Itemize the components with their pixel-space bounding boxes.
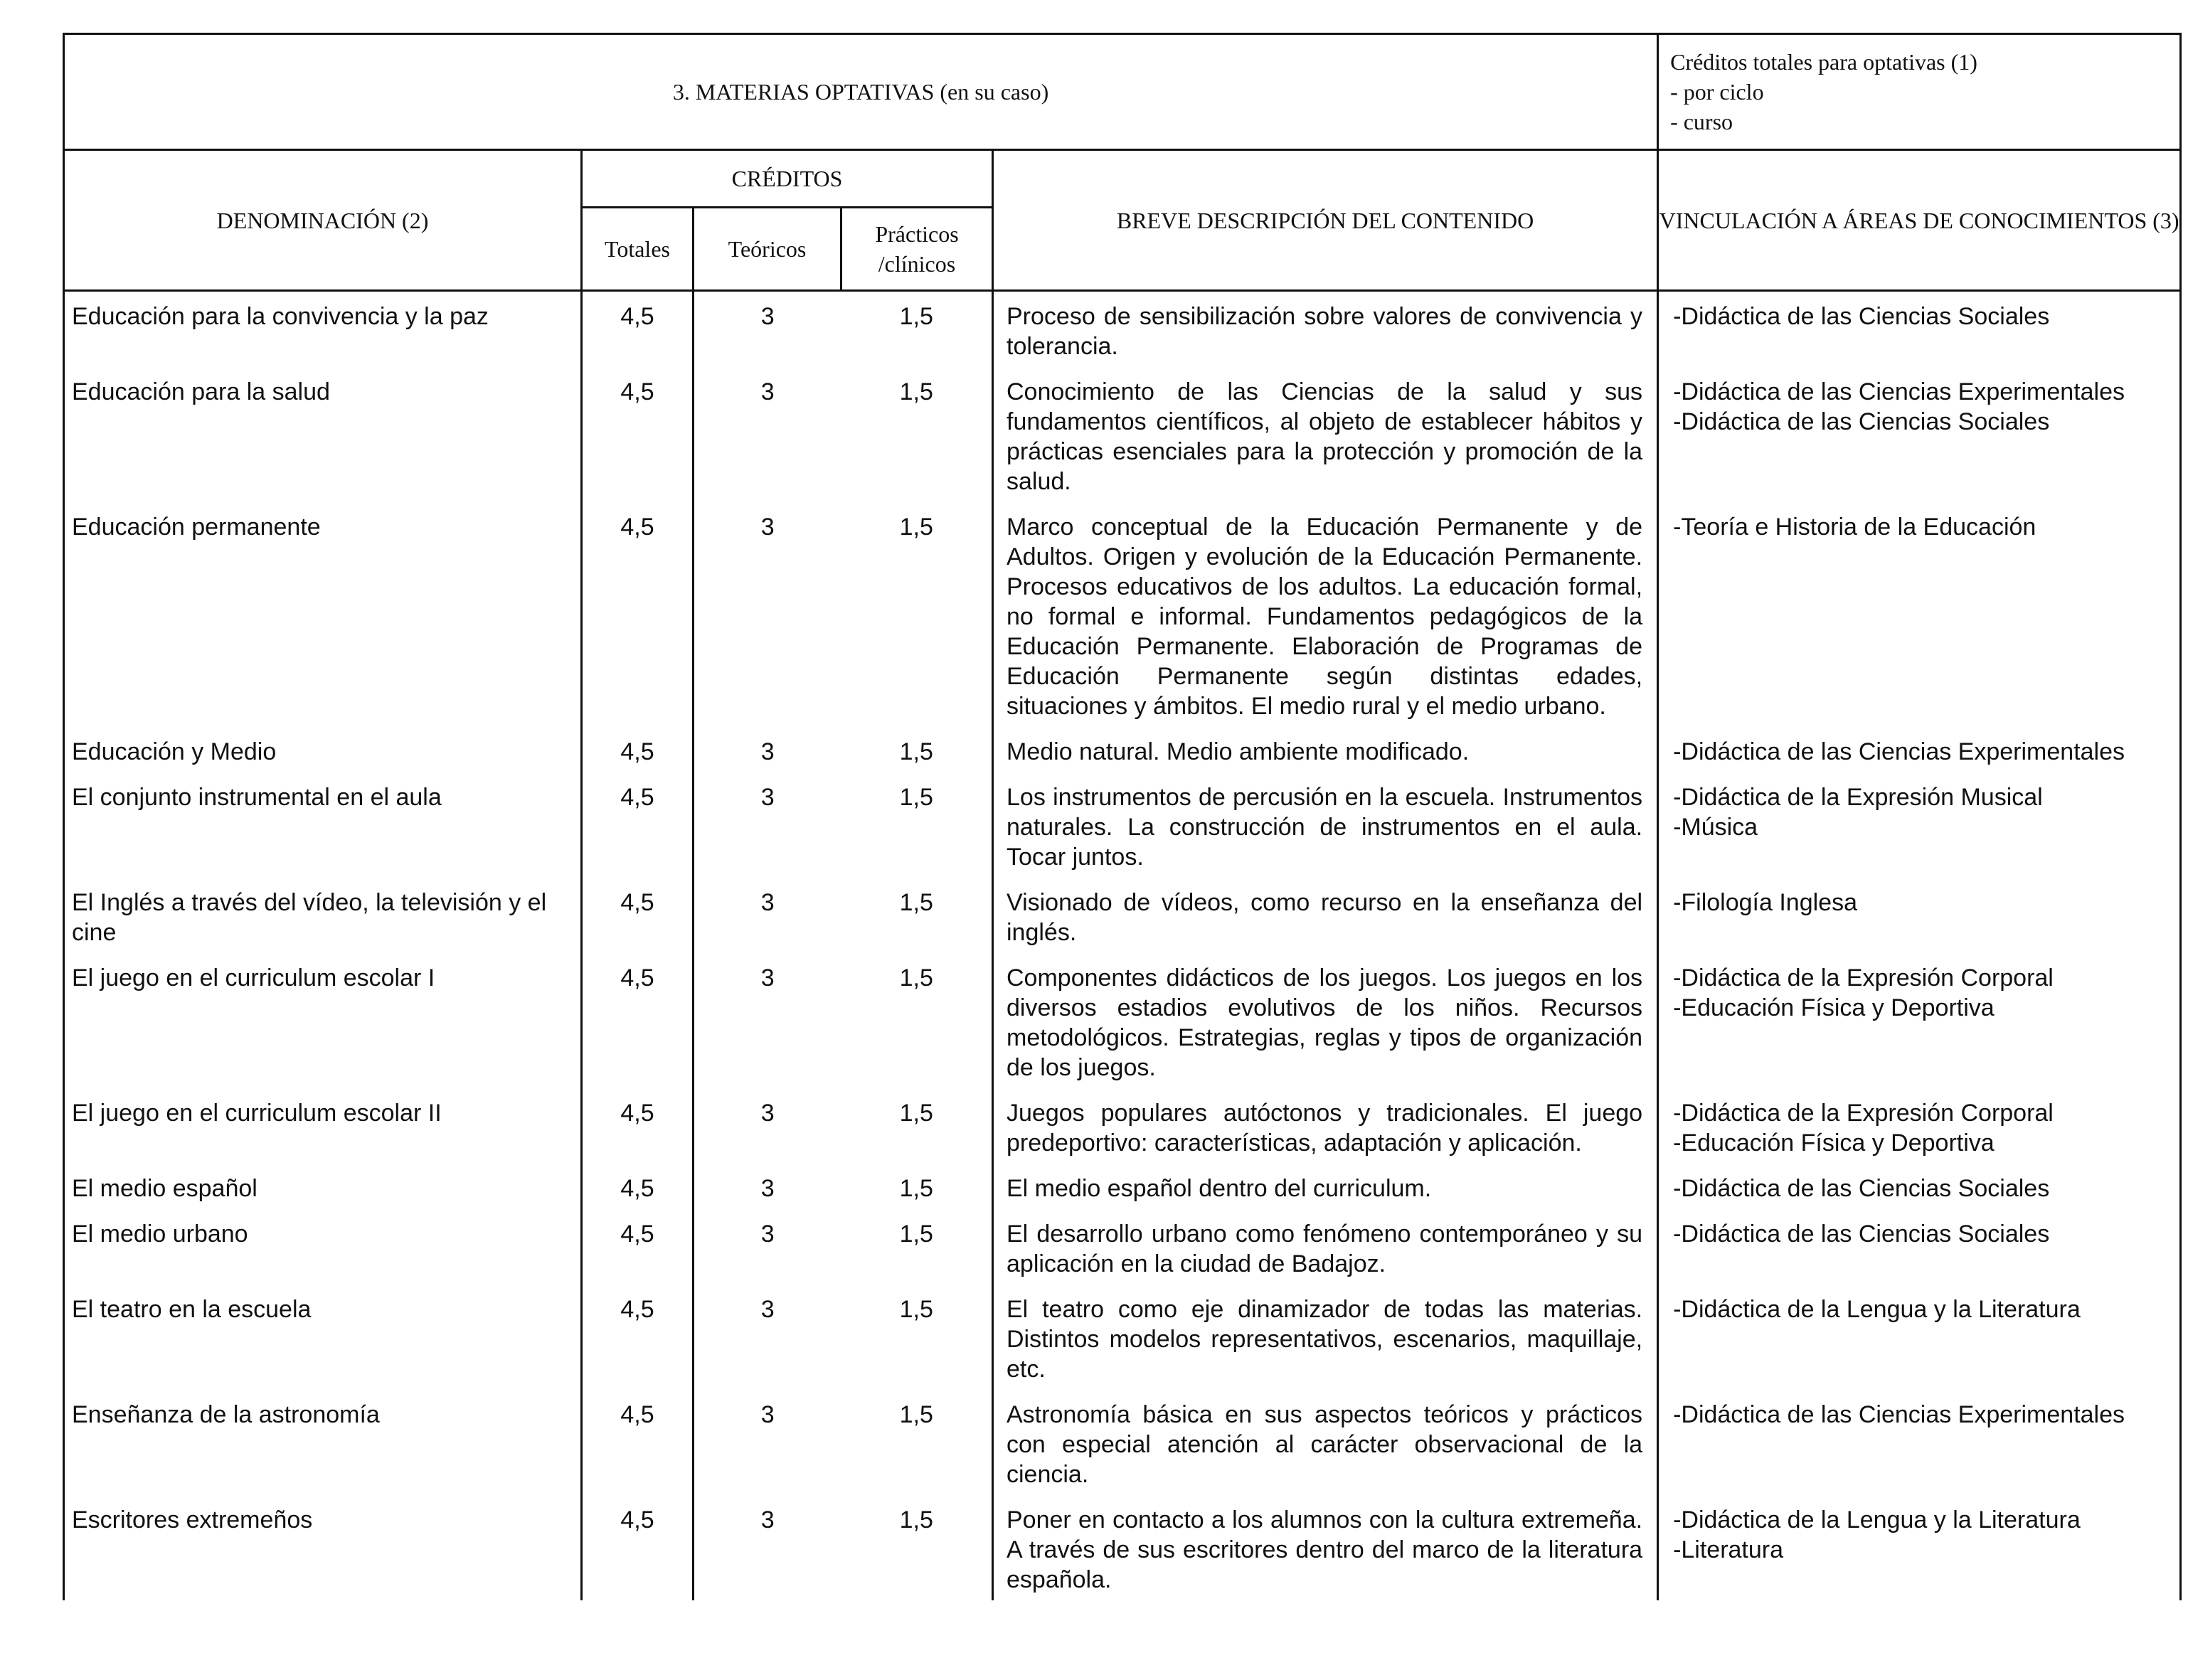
col-vinculacion: VINCULACIÓN A ÁREAS DE CONOCIMIENTOS (3)	[1658, 150, 2181, 291]
subjects-body	[64, 291, 2181, 1601]
credits-totales: 4,5	[582, 878, 694, 953]
credits-totales: 4,5	[582, 1390, 694, 1495]
content-description: El desarrollo urbano como fenómeno contemporáneo y su aplicación en la ciudad de Badajoz.	[993, 1209, 1658, 1285]
knowledge-area: -Didáctica de las Ciencias Experimentales	[1673, 738, 2125, 765]
table-row	[64, 727, 2181, 772]
subject-name: El medio urbano	[64, 1209, 582, 1285]
table-row	[64, 1209, 2181, 1285]
subject-name: El Inglés a través del vídeo, la televisión y el cine	[64, 878, 582, 953]
subject-name: Educación y Medio	[64, 727, 582, 772]
subject-name: Enseñanza de la astronomía	[64, 1390, 582, 1495]
content-description: Medio natural. Medio ambiente modificado.	[993, 727, 1658, 772]
credits-teoricos: 3	[760, 964, 775, 991]
table-row	[64, 1495, 2181, 1600]
credits-teoricos: 3	[760, 1296, 775, 1323]
knowledge-area: -Educación Física y Deportiva	[1673, 1129, 1995, 1157]
knowledge-area: -Didáctica de la Expresión Musical	[1673, 784, 2043, 811]
credits-practicos: 1,5	[841, 1495, 993, 1600]
credits-info-line: - por ciclo	[1670, 79, 1764, 105]
knowledge-areas	[1658, 367, 2181, 502]
subject-name: El juego en el curriculum escolar I	[64, 953, 582, 1088]
credits-practicos: 1,5	[841, 772, 993, 878]
credits-practicos: 1,5	[841, 1390, 993, 1495]
credits-teoricos: 3	[760, 514, 775, 541]
table-row	[64, 367, 2181, 502]
knowledge-area: -Didáctica de la Lengua y la Literatura	[1673, 1296, 2081, 1323]
credits-teoricos: 3	[760, 1221, 775, 1248]
knowledge-areas	[1658, 1495, 2181, 1600]
knowledge-area: -Didáctica de las Ciencias Sociales	[1673, 408, 2050, 435]
content-description: El medio español dentro del curriculum.	[993, 1164, 1658, 1209]
subject-name: El medio español	[64, 1164, 582, 1209]
knowledge-areas	[1658, 291, 2181, 368]
subject-name: El teatro en la escuela	[64, 1285, 582, 1390]
credits-totales: 4,5	[582, 1495, 694, 1600]
knowledge-area: -Literatura	[1673, 1536, 1784, 1563]
table-row	[64, 1390, 2181, 1495]
credits-practicos: 1,5	[841, 1088, 993, 1164]
credits-info-line: - curso	[1670, 109, 1733, 134]
knowledge-area: -Didáctica de las Ciencias Experimentales	[1673, 1401, 2125, 1428]
table-row	[64, 1285, 2181, 1390]
table-row	[64, 1088, 2181, 1164]
knowledge-areas	[1658, 1285, 2181, 1390]
knowledge-areas	[1658, 878, 2181, 953]
knowledge-area: -Didáctica de las Ciencias Experimentales	[1673, 378, 2125, 405]
credits-info	[1658, 34, 2181, 150]
knowledge-area: -Didáctica de las Ciencias Sociales	[1673, 1221, 2050, 1248]
knowledge-areas	[1658, 502, 2181, 727]
credits-totales: 4,5	[582, 1285, 694, 1390]
credits-teoricos: 3	[760, 889, 775, 916]
knowledge-area: -Didáctica de las Ciencias Sociales	[1673, 1175, 2050, 1202]
section-header-row	[64, 34, 2181, 150]
section-title: 3. MATERIAS OPTATIVAS (en su caso)	[64, 34, 1658, 150]
content-description: Proceso de sensibilización sobre valores de convivencia y tolerancia.	[993, 291, 1658, 368]
knowledge-area: -Teoría e Historia de la Educación	[1673, 514, 2036, 541]
knowledge-areas	[1658, 772, 2181, 878]
optativas-sheet	[63, 33, 2179, 1600]
column-header-row	[64, 150, 2181, 208]
content-description: Componentes didácticos de los juegos. Los juegos en los diversos estadios evolutivos de los niños. Recursos metodológicos. Estrategias, reglas y tipos de organización de los juegos.	[993, 953, 1658, 1088]
col-creditos: CRÉDITOS	[582, 150, 993, 208]
table-row	[64, 953, 2181, 1088]
credits-teoricos: 3	[760, 784, 775, 811]
col-denominacion: DENOMINACIÓN (2)	[64, 150, 582, 291]
col-descripcion: BREVE DESCRIPCIÓN DEL CONTENIDO	[993, 150, 1658, 291]
table-row	[64, 1164, 2181, 1209]
col-practicos: Prácticos /clínicos	[841, 208, 993, 291]
col-teoricos: Teóricos	[694, 208, 841, 291]
credits-teoricos: 3	[760, 738, 775, 765]
knowledge-area: -Didáctica de las Ciencias Sociales	[1673, 303, 2050, 330]
credits-practicos: 1,5	[841, 953, 993, 1088]
credits-practicos: 1,5	[841, 502, 993, 727]
knowledge-areas	[1658, 1164, 2181, 1209]
credits-totales: 4,5	[582, 772, 694, 878]
knowledge-areas	[1658, 1390, 2181, 1495]
content-description: Marco conceptual de la Educación Permanente y de Adultos. Origen y evolución de la Educación Permanente. Procesos educativos de los adultos. La educación formal, no formal e informal. Fundamentos pedagógicos de la Educación Permanente. Elaboración de Programas de Educación Permanente según distintas edades, situaciones y ámbitos. El medio rural y el medio urbano.	[993, 502, 1658, 727]
content-description: Conocimiento de las Ciencias de la salud y sus fundamentos científicos, al objeto de establecer hábitos y prácticas esenciales para la protección y promoción de la salud.	[993, 367, 1658, 502]
credits-practicos: 1,5	[841, 1164, 993, 1209]
credits-totales: 4,5	[582, 1209, 694, 1285]
credits-totales: 4,5	[582, 953, 694, 1088]
credits-teoricos: 3	[760, 303, 775, 330]
credits-practicos: 1,5	[841, 1209, 993, 1285]
content-description: El teatro como eje dinamizador de todas las materias. Distintos modelos representativos, escenarios, maquillaje, etc.	[993, 1285, 1658, 1390]
credits-totales: 4,5	[582, 502, 694, 727]
knowledge-area: -Educación Física y Deportiva	[1673, 994, 1995, 1021]
content-description: Los instrumentos de percusión en la escuela. Instrumentos naturales. La construcción de instrumentos en el aula. Tocar juntos.	[993, 772, 1658, 878]
knowledge-area: -Didáctica de la Expresión Corporal	[1673, 964, 2054, 991]
knowledge-areas	[1658, 727, 2181, 772]
subject-name: El conjunto instrumental en el aula	[64, 772, 582, 878]
subject-name: El juego en el curriculum escolar II	[64, 1088, 582, 1164]
credits-info-line: Créditos totales para optativas (1)	[1670, 49, 1977, 75]
knowledge-area: -Didáctica de la Lengua y la Literatura	[1673, 1506, 2081, 1533]
credits-practicos: 1,5	[841, 367, 993, 502]
credits-totales: 4,5	[582, 727, 694, 772]
content-description: Visionado de vídeos, como recurso en la enseñanza del inglés.	[993, 878, 1658, 953]
credits-practicos: 1,5	[841, 878, 993, 953]
table-row	[64, 502, 2181, 727]
table-row	[64, 772, 2181, 878]
credits-practicos: 1,5	[841, 1285, 993, 1390]
knowledge-area: -Filología Inglesa	[1673, 889, 1857, 916]
credits-totales: 4,5	[582, 1164, 694, 1209]
credits-teoricos: 3	[760, 1100, 775, 1127]
credits-teoricos: 3	[760, 1401, 775, 1428]
knowledge-areas	[1658, 1209, 2181, 1285]
credits-teoricos: 3	[760, 1506, 775, 1533]
content-description: Poner en contacto a los alumnos con la cultura extremeña. A través de sus escritores dentro del marco de la literatura española.	[993, 1495, 1658, 1600]
knowledge-area: -Didáctica de la Expresión Corporal	[1673, 1100, 2054, 1127]
knowledge-areas	[1658, 1088, 2181, 1164]
credits-practicos: 1,5	[841, 291, 993, 368]
knowledge-areas	[1658, 953, 2181, 1088]
credits-teoricos: 3	[760, 1175, 775, 1202]
credits-totales: 4,5	[582, 1088, 694, 1164]
subject-name: Educación para la convivencia y la paz	[64, 291, 582, 368]
credits-teoricos: 3	[760, 378, 775, 405]
table-row	[64, 878, 2181, 953]
table-row	[64, 291, 2181, 368]
col-totales: Totales	[582, 208, 694, 291]
credits-practicos: 1,5	[841, 727, 993, 772]
subject-name: Educación permanente	[64, 502, 582, 727]
credits-totales: 4,5	[582, 367, 694, 502]
knowledge-area: -Música	[1673, 814, 1758, 841]
content-description: Astronomía básica en sus aspectos teóricos y prácticos con especial atención al carácter observacional de la ciencia.	[993, 1390, 1658, 1495]
credits-totales: 4,5	[582, 291, 694, 368]
optativas-table	[63, 33, 2182, 1600]
subject-name: Escritores extremeños	[64, 1495, 582, 1600]
content-description: Juegos populares autóctonos y tradicionales. El juego predeportivo: características, adaptación y aplicación.	[993, 1088, 1658, 1164]
subject-name: Educación para la salud	[64, 367, 582, 502]
